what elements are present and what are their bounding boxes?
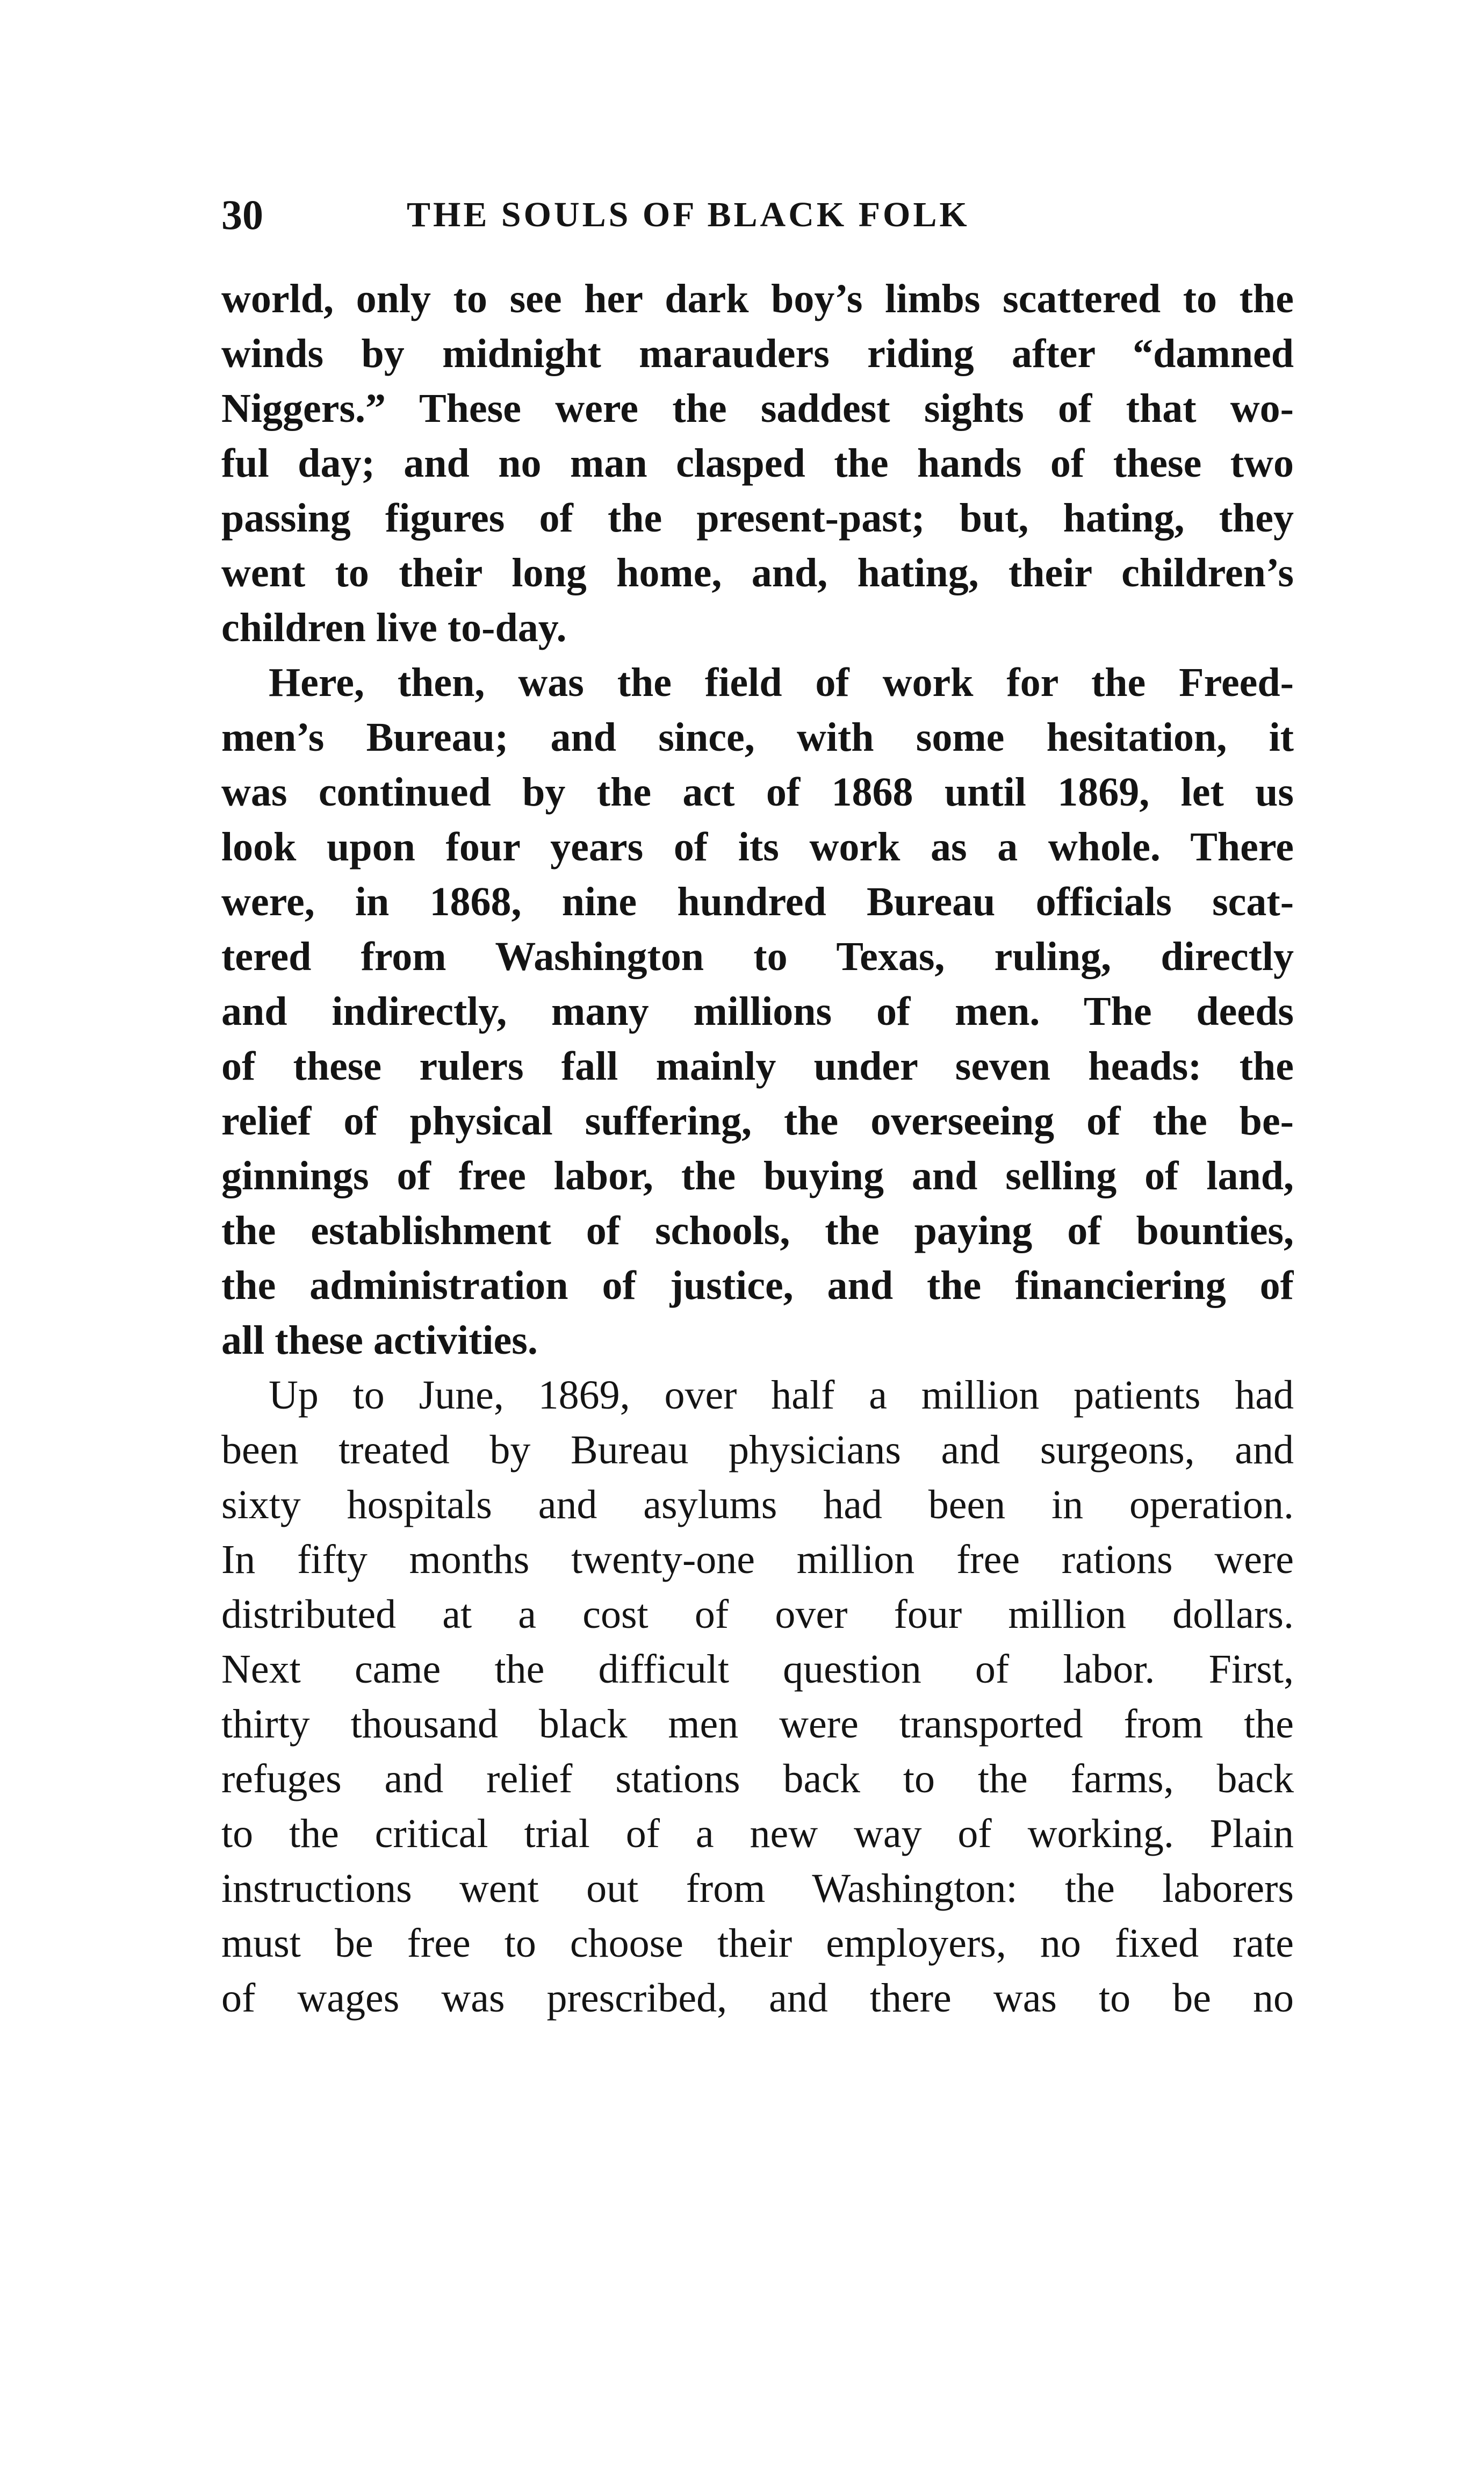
page-number: 30 bbox=[221, 191, 263, 238]
text-line: the establishment of schools, the paying of bounties, bbox=[221, 1208, 1294, 1253]
text-line: was continued by the act of 1868 until 1869, let us bbox=[221, 770, 1294, 815]
text-line: were, in 1868, nine hundred Bureau officials scat- bbox=[221, 879, 1294, 924]
text-line: must be free to choose their employers, no fixed rate bbox=[221, 1921, 1294, 1966]
text-line: tered from Washington to Texas, ruling, directly bbox=[221, 934, 1294, 979]
text-line: In fifty months twenty-one million free rations were bbox=[221, 1537, 1294, 1582]
text-line: instructions went out from Washington: the laborers bbox=[221, 1866, 1294, 1911]
text-line: the administration of justice, and the financiering of bbox=[221, 1263, 1294, 1308]
text-line: and indirectly, many millions of men. The deeds bbox=[221, 989, 1294, 1034]
text-line: Next came the difficult question of labor. First, bbox=[221, 1647, 1294, 1692]
paragraph-3 bbox=[221, 1368, 1294, 2026]
text-line: thirty thousand black men were transported from the bbox=[221, 1701, 1294, 1747]
text-line: world, only to see her dark boy’s limbs scattered to the bbox=[221, 276, 1294, 321]
text-line: ginnings of free labor, the buying and selling of land, bbox=[221, 1153, 1294, 1198]
text-line: ful day; and no man clasped the hands of these two bbox=[221, 441, 1294, 486]
text-line: look upon four years of its work as a whole. There bbox=[221, 824, 1294, 870]
text-line: children live to-day. bbox=[221, 605, 567, 650]
text-line: Niggers.” These were the saddest sights of that wo- bbox=[221, 386, 1294, 431]
running-head bbox=[221, 188, 1076, 242]
text-line: all these activities. bbox=[221, 1318, 538, 1363]
text-line: winds by midnight marauders riding after “damned bbox=[221, 331, 1294, 376]
running-title: THE SOULS OF BLACK FOLK bbox=[407, 195, 970, 234]
text-line: sixty hospitals and asylums had been in operation. bbox=[221, 1482, 1294, 1527]
text-line: went to their long home, and, hating, their children’s bbox=[221, 550, 1294, 595]
paragraph-2 bbox=[221, 655, 1294, 1368]
text-line: Here, then, was the field of work for the Freed- bbox=[269, 660, 1294, 705]
text-line: passing figures of the present-past; but, hating, they bbox=[221, 495, 1294, 541]
text-line: distributed at a cost of over four million dollars. bbox=[221, 1592, 1294, 1637]
paragraph-1 bbox=[221, 271, 1294, 655]
text-line: been treated by Bureau physicians and surgeons, and bbox=[221, 1427, 1294, 1473]
text-line: to the critical trial of a new way of working. Plain bbox=[221, 1811, 1294, 1856]
text-line: of wages was prescribed, and there was to be no bbox=[221, 1976, 1294, 2021]
text-line: Up to June, 1869, over half a million patients had bbox=[269, 1373, 1294, 1418]
text-line: refuges and relief stations back to the farms, back bbox=[221, 1756, 1294, 1801]
text-line: of these rulers fall mainly under seven heads: the bbox=[221, 1044, 1294, 1089]
text-line: relief of physical suffering, the overseeing of the be- bbox=[221, 1098, 1294, 1144]
body-text bbox=[221, 271, 1294, 2026]
text-line: men’s Bureau; and since, with some hesitation, it bbox=[221, 715, 1294, 760]
